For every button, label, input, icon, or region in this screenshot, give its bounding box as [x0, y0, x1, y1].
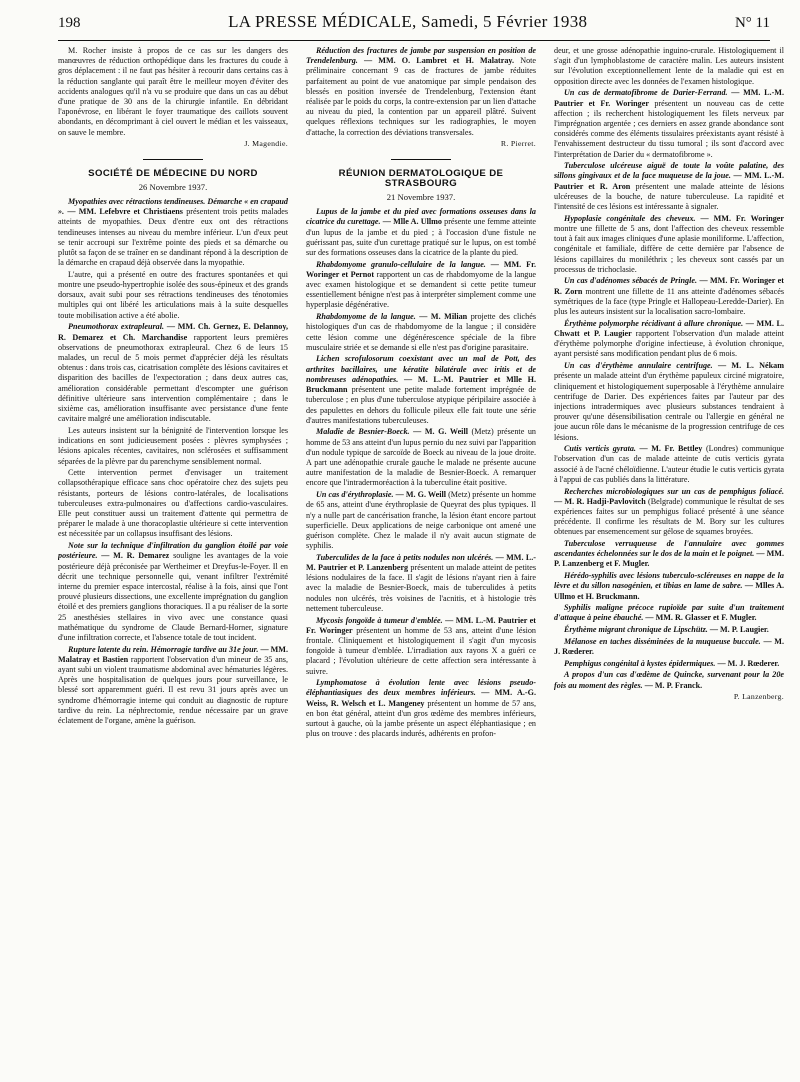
article-authors: — MM. Fr. Woringer et R. Zorn — [554, 276, 784, 296]
article — [58, 645, 288, 727]
article-body: (Londres) communique l'observation d'un cas de malade atteinte de cutis verticis gyrata associé à de l'acné chéloïdienne. L'auteur étudie le cutis verticis gyrata à l'appui de cas publiés dans la littérature. — [554, 444, 784, 484]
article-title: Tuberculides de la face à petits nodules non ulcérés. — [316, 552, 494, 562]
paragraph: Les auteurs insistent sur la bénignité de l'intervention lorsque les indications en sont judicieusement posées : plèvres symphysées ; lésions apicales récentes, cavitaires, non sclérosées et suffisamment séparées de la plèvre par du parenchyme sensiblement normal. — [58, 425, 288, 466]
article-body: (Metz) présente un homme de 65 ans, atteint d'une érythroplasie de Queyrat des plus typiques. Il n'y a nulle part de cancérisation franche, la lésion étant encore partout superficielle. Deux applications de neige carbonique ont amené une guérison complète. Chez le malade il n'y avait aucun stigmate de syphilis. — [306, 490, 536, 551]
article-body: présente un malade atteint d'un érythème papuleux circiné migratoire, cliniquement et histologiquement superposable à l'érythème annulaire centrifuge de Darier. Des expériences faites par l'auteur par des injections intradermiques avec plusieurs substances tendraient à prouver qu'une désensibilisation centrale ou l'allergie en général ne joue aucun rôle dans le mécanisme de la progression centrifuge de ces lésions. — [554, 371, 784, 442]
article-title: A propos d'un cas d'œdème de Quincke, survenant pour la 20e fois au moment des règles. — [554, 670, 784, 690]
article-authors: — MM. L.-M. Pautrier et P. Lanzenberg — [306, 552, 536, 573]
article-title: Recherches microbiologiques sur un cas de pemphigus foliacé. — [564, 486, 784, 496]
article-authors: — M. L. Nékam — [718, 361, 784, 371]
article — [554, 361, 784, 443]
article — [306, 354, 536, 425]
article-body: présentent un nouveau cas de cette affection ; ils recherchent histologiquement les filets nerveux par l'imprégnation argentée ; ces derniers en assez grande abondance sont considérés comme des éléments tissulaires préexistants ayant résisté à l'envahissement destructeur du tissu tumoral ; ils sont d'accord avec l'interprétation de Darier du « dermatofibrome ». — [554, 98, 784, 159]
article-body: rapportent l'observation d'un malade atteint d'érythème polymorphe d'origine infectieuse, à évolution chronique, ayant persisté sans modification pendant plus de 6 mois. — [554, 328, 784, 359]
article-authors: — MM. P. Lanzenberg et F. Mugler. — [554, 549, 784, 569]
article-authors: — MM. Ch. Gernez, E. Delannoy, R. Demarez et Ch. Marchandise — [58, 322, 288, 342]
article-body: montrent une fillette de 11 ans atteinte d'adénomes sébacés symétriques de la face (type Pringle et Hallopeau-Leredde-Darier). En plus les auteurs insistent sur la localisation sacro-lombaire. — [554, 286, 784, 317]
article-title: Cutis verticis gyrata. — [564, 444, 636, 454]
article-title: Un cas d'érythroplasie. — [316, 490, 394, 500]
article-title: Myopathies avec rétractions tendineuses. Démarche « en crapaud ». — [58, 196, 288, 217]
paragraph: M. Rocher insiste à propos de ce cas sur les dangers des manœuvres de réduction orthopédique dans les fractures du coude à gros déplacement : il ne faut pas hésiter à recourir dans certains cas à la réduction sanglante qui paraît être le meilleur moyen d'éviter des accidents analogues qu'il n'a vu se produire que dans un cas au début d'une pratique de 30 ans de la chirurgie infantile. En débridant l'aponévrose, en libérant le foyer traumatique des caillots souvent abondants, en décomprimant à ciel ouvert le médian et les vaisseaux, on sauve le membre. — [58, 46, 288, 137]
article-body: rapportent l'observation d'un mineur de 35 ans, ayant subi un violent traumatisme abdominal avec hématuries légères. Après une hospitalisation de quelques jours pour surveillance, le blessé sort apparemment guéri. Il est revu 31 jours après avec un syndrome d'hémorragie interne qui conduit au diagnostic de rupture tardive du rein. La néphrectomie, rendue nécessaire par un grave éclatement de l'organe, amène la guérison. — [58, 654, 288, 726]
article — [58, 541, 288, 643]
article-body: (Metz) présente un homme de 53 ans atteint d'un lupus pernio du nez suivi par l'apparition d'un nodule typique de sarcoïde de Boeck au niveau de la joue droite. A part une adénopathie crurale gauche le malade ne présente aucune autre manifestation de la maladie de Besnier-Boeck. A remarquer encore que l'intradermoréaction à la tuberculine était positive. — [306, 427, 536, 488]
article — [58, 322, 288, 424]
article-authors: — M. Milian — [419, 312, 468, 322]
article-title: Érythème polymorphe récidivant à allure chronique. — [564, 318, 744, 328]
article — [306, 616, 536, 677]
article-authors: — MM. L.-M. Pautrier et R. Aron — [554, 171, 784, 191]
article-title: Lupus de la jambe et du pied avec formations osseuses dans la cicatrice du curettage. — [306, 207, 536, 227]
article-title: Rhabdomyome granulo-cellulaire de la langue. — [316, 259, 486, 269]
separator-rule — [391, 159, 451, 160]
column-left — [58, 46, 288, 1076]
section-title: RÉUNION DERMATOLOGIQUE DE STRASBOURG — [338, 167, 504, 189]
article-authors: — MM. Malatray et Bastien — [58, 644, 288, 664]
article-title: Un cas d'érythème annulaire centrifuge. — [564, 361, 713, 371]
article-body: présente une femme atteinte d'un lupus de la jambe et du pied ; à l'occasion d'une fistule ne guérissant pas, suite d'un curettage pratiqué sur le lupus, on est tombé sur des formations osseuses dans la cicatrice de la plante du pied. — [306, 217, 536, 257]
article — [554, 276, 784, 317]
article-authors: — M. L.-M. Pautrier et Mlle H. Bruckmann — [306, 374, 536, 395]
article-body: projette des clichés histologiques d'un cas de rhabdomyome de la langue ; il considère cette lésion comme une dégénérescence spéciale de la fibre musculaire striée et se demande si elle n'est pas d'origine parasitaire. — [306, 312, 536, 352]
article-authors: — M. G. Weill — [395, 490, 446, 500]
article-body: rapportent un cas de rhabdomyome de la langue avec examen histologique et se demandent si cette petite tumeur essentiellement bénigne n'est pas à interpréter simplement comme une hyperplasie dégénérative. — [306, 269, 536, 310]
article-title: Hérédo-syphilis avec lésions tuberculo-scléreuses en nappe de la lèvre et du sillon nasogénien, et tibias en lame de sabre. — [554, 571, 784, 591]
article — [306, 427, 536, 488]
column-right — [554, 46, 784, 1076]
article-authors: — M. R. Demarez — [101, 551, 170, 561]
article-body: (Belgrade) communique le résultat de ses expériences faites sur un pemphigus foliacé présenté à une séance précédente. Il confirme les résultats de M. Bory sur les cultures obtenues par ensemencement sur gélose de squames broyées. — [554, 496, 784, 537]
article-body: montre une fillette de 5 ans, dont l'affection des cheveux ressemble tout à fait aux images cliniques d'une aplasie moniliforme. L'affection, congénitale et familiale, diffère de cette dernière par l'absence de lésions capillaires du moniléthrix ; les cheveux sont cassés par un processus de trichoclasie. — [554, 223, 784, 274]
author-signature: J. Magendie. — [244, 139, 288, 149]
article-authors: — MM. Fr. Woringer et Pernot — [306, 259, 536, 279]
article-authors: — MM. O. Lambret et H. Malatray. — [364, 56, 515, 66]
article-authors: — MM. L. Chwatt et P. Laugier — [554, 318, 784, 338]
article-authors: — Mlle A. Ullmo — [382, 217, 442, 227]
article-title: Réduction des fractures de jambe par suspension en position de Trendelenburg. — [306, 46, 536, 66]
article-title: Maladie de Besnier-Boeck. — [316, 427, 410, 437]
article-body: présentent une petite malade fortement imprégnée de tuberculose ; en plus d'une tuberculose atypique péripilaire associée à des papulettes en dehors du follicule pileux elle fait toute une série d'autres manifestations tuberculeuses. — [306, 385, 536, 425]
article-authors: — M. P. Laugier. — [709, 625, 769, 635]
article-title: Lichen scrofulosorum coexistant avec un mal de Pott, des arthrites bacillaires, une kératite bilatérale avec iritis et de nombreuses adénopathies. — [306, 354, 536, 384]
article-title: Rupture latente du rein. Hémorragie tardive au 31e jour. — [68, 644, 259, 654]
article-title: Hypoplasie congénitale des cheveux. — [564, 213, 696, 223]
issue-number: N° 11 — [734, 15, 770, 31]
article-title: Tuberculose verruqueuse de l'annulaire avec gommes ascendantes échelonnées sur le dos de la main et le poignet. — [554, 539, 784, 559]
article — [306, 260, 536, 311]
article-authors: — MM. L.-M. Pautrier et Fr. Woringer — [554, 88, 784, 108]
article-authors: — Mlles A. Ullmo et H. Bruckmann. — [554, 581, 784, 601]
article-title: Érythème migrant chronique de Lipschütz. — [564, 625, 708, 635]
article — [306, 553, 536, 614]
article — [306, 490, 536, 551]
article — [306, 207, 536, 258]
article — [554, 659, 784, 669]
article-authors: — MM. Lefebvre et Christiaens — [67, 207, 183, 217]
article — [554, 571, 784, 602]
article — [554, 487, 784, 538]
section-date: 26 Novembre 1937. — [138, 181, 208, 192]
article-body: présentent trois petits malades atteints de myopathies. Deux d'entre eux ont des rétractions tendineuses intenses au niveau du membre inférieur. L'un d'eux peut se tenir accroupi sur l'extrême pointe des pieds et sa démarche ou plutôt sa façon de se traîner en se dandinant répond à la description de la démarche en crapaud déjà observée dans la myopathie. — [58, 207, 288, 268]
journal-title: LA PRESSE MÉDICALE, Samedi, 5 Février 1938 — [228, 12, 588, 31]
article — [58, 197, 288, 268]
paragraph: Cette intervention permet d'envisager un traitement collapsothérapique efficace sans choc opératoire chez des sujets peu résistants, porteurs de lésions contro-latérales, de localisations tuberculeuses extra-pulmonaires ou d'affections cardio-vasculaires. Elle peut constituer aussi un traitement d'attente qui permettra de préparer le malade à une thoracoplastie ultérieure si cette intervention est nécessitée par un collapsus insuffisant des lésions. — [58, 468, 288, 539]
column-middle — [306, 46, 536, 1076]
article-authors: — M. Fr. Bettley — [639, 444, 703, 454]
article-body: présentent un homme de 57 ans, en bon état général, atteint d'un gros œdème des membres inférieurs, surtout à gauche, où la jambe présente un aspect éléphantiasique ; en plus on trouve : des placards indurés, adhérents en profon- — [306, 698, 536, 739]
article-title: Note sur la technique d'infiltration du ganglion étoilé par voie postérieure. — [58, 541, 288, 561]
article — [554, 670, 784, 690]
article-title: Pemphigus congénital à kystes épidermiques. — [564, 658, 716, 668]
page-header — [58, 12, 770, 38]
article-authors: — MM. L.-M. Pautrier et Fr. Woringer — [306, 615, 536, 635]
header-rule — [58, 40, 770, 41]
article — [554, 625, 784, 635]
article — [554, 444, 784, 485]
article-title: Tuberculose ulcéreuse aiguë de toute la voûte palatine, des sillons gingivaux et de la face muqueuse de la joue. — [554, 161, 784, 181]
article-title: Syphilis maligne précoce rupioïde par suite d'un traitement d'attaque à peine ébauché. — [554, 603, 784, 623]
article-authors: — MM. R. Glasser et F. Mugler. — [645, 613, 757, 623]
article — [554, 214, 784, 275]
article-title: Mycosis fongoïde à tumeur d'emblée. — [316, 615, 443, 625]
article — [306, 46, 536, 138]
separator-rule — [143, 159, 203, 160]
article — [554, 637, 784, 657]
article-authors: — M. J. Rœderer. — [717, 658, 780, 668]
article — [554, 88, 784, 159]
article — [306, 312, 536, 353]
article-body: présentent une malade atteinte de lésions ulcéreuses de la bouche, de nature tuberculeuse. La rapidité et l'intensité de ces lésions est intéressante à signaler. — [554, 181, 784, 212]
article-authors: — M. G. Weill — [413, 427, 468, 437]
article-body: présentent un malade atteint de petites lésions nodulaires de la face. Il s'agit de lésions n'ayant rien à faire avec la maladie de Besnier-Boeck, mais de tuberculides à petits nodules non ulcérés, très voisines de l'acnitis, et à histologie très nettement tuberculeuse. — [306, 563, 536, 613]
article-title: Pneumothorax extrapleural. — [68, 322, 165, 332]
section-title: SOCIÉTÉ DE MÉDECINE DU NORD — [88, 167, 258, 179]
article-body: présentent un homme de 53 ans, atteint d'une lésion frontale. Cliniquement et histologiquement il s'agit d'un mycosis fongoïde à tumeur d'emblée. L'irradiation aux rayons X a guéri ce placard ; l'évolution ultérieure de cette affection sera intéressante à suivre. — [306, 625, 536, 676]
article-body: Note préliminaire concernant 9 cas de fractures de jambe réduites parfaitement au point de vue anatomique par simple pendaison des blessés en position inversée de Trendelenburg, l'extension étant réalisée par le poids du corps, la contre-extension par un lien d'attache au niveau du pied, la contention par un appareil plâtré. Suivent quelques réflexions techniques sur les radiographies, le moyen d'attache, la correction des déviations transversales. — [306, 56, 536, 137]
article-title: Lymphomatose à évolution lente avec lésions pseudo-éléphantiasiques des deux membres inférieurs. — [306, 678, 536, 698]
article-title: Un cas de dermatofibrome de Darier-Ferrand. — [564, 88, 728, 98]
article-authors: — M. P. Franck. — [644, 680, 703, 690]
page-number: 198 — [58, 15, 81, 31]
paragraph: L'autre, qui a présenté en outre des fractures spontanées et qui montre une pseudo-hypertrophie isolée des sous-épineux et des grands dorsaux, avait subi pour ses rétractions tendineuses des ténotomies multiples qui ont libéré les articulations mais à la suite desquelles toute mobilisation active a été abolie. — [58, 269, 288, 320]
article — [306, 678, 536, 739]
article-authors: — MM. A.-G. Weiss, R. Welsch et L. Mangeney — [306, 688, 536, 708]
article-body: souligne les avantages de la voie postérieure déjà préconisée par Wertheimer et Dreyfus-le-Foyer. Il en décrit une technique personnelle qui, venant infiltrer l'extrémité interne du premier espace intercostal, réalise à la fois, ainsi que l'ont prouvé plusieurs dissections, une excellente imprégnation du ganglion étoilé et des premiers ganglions thoraciques. Il a pu réaliser de la sorte 25 anesthésies stellaires in vivo avec une constance quasi mathématique du syndrome de Claude Bernard-Horner, signature d'une infiltration correcte, et l'absence totale de tout incident. — [58, 551, 288, 642]
article-body: rapportent leurs premières observations de pneumothorax extrapleural. Chez 6 de leurs 15 malades, un recul de 5 mois permet d'apprécier déjà les résultats obtenus : dans trois cas, cicatrisation complète des lésions cavitaires et disparition des bacilles de l'expectoration ; dans deux autres cas, amélioration considérable permettant d'escompter une guérison définitive ultérieure sans intervention complémentaire ; dans le sixième cas, amélioration insuffisante avec persistance d'une fente cavitaire malgré une amélioration indiscutable. — [58, 332, 288, 424]
article-title: Mélanose en taches disséminées de la muqueuse buccale. — [564, 636, 761, 646]
article — [554, 603, 784, 623]
article-title: Un cas d'adénomes sébacés de Pringle. — [564, 276, 697, 286]
article-authors: — M. R. Hadji-Pavlovitch — [554, 496, 646, 506]
article — [554, 539, 784, 570]
article — [554, 319, 784, 360]
article-title: Rhabdomyome de la langue. — [316, 312, 416, 322]
paragraph: deur, et une grosse adénopathie inguino-crurale. Histologiquement il s'agit d'un lymphoblastome de caractère malin. Les auteurs insistent sur l'évolution exceptionnellement lente de la maladie qui est en opposition directe avec les données de l'examen histologique. — [554, 46, 784, 86]
author-signature: R. Pierret. — [500, 139, 536, 149]
article — [554, 161, 784, 212]
article-authors: — M. J. Rœderer. — [554, 636, 784, 657]
article-authors: — MM. Fr. Woringer — [700, 213, 784, 223]
author-signature: P. Lanzenberg. — [733, 692, 784, 702]
section-date: 21 Novembre 1937. — [386, 191, 456, 202]
